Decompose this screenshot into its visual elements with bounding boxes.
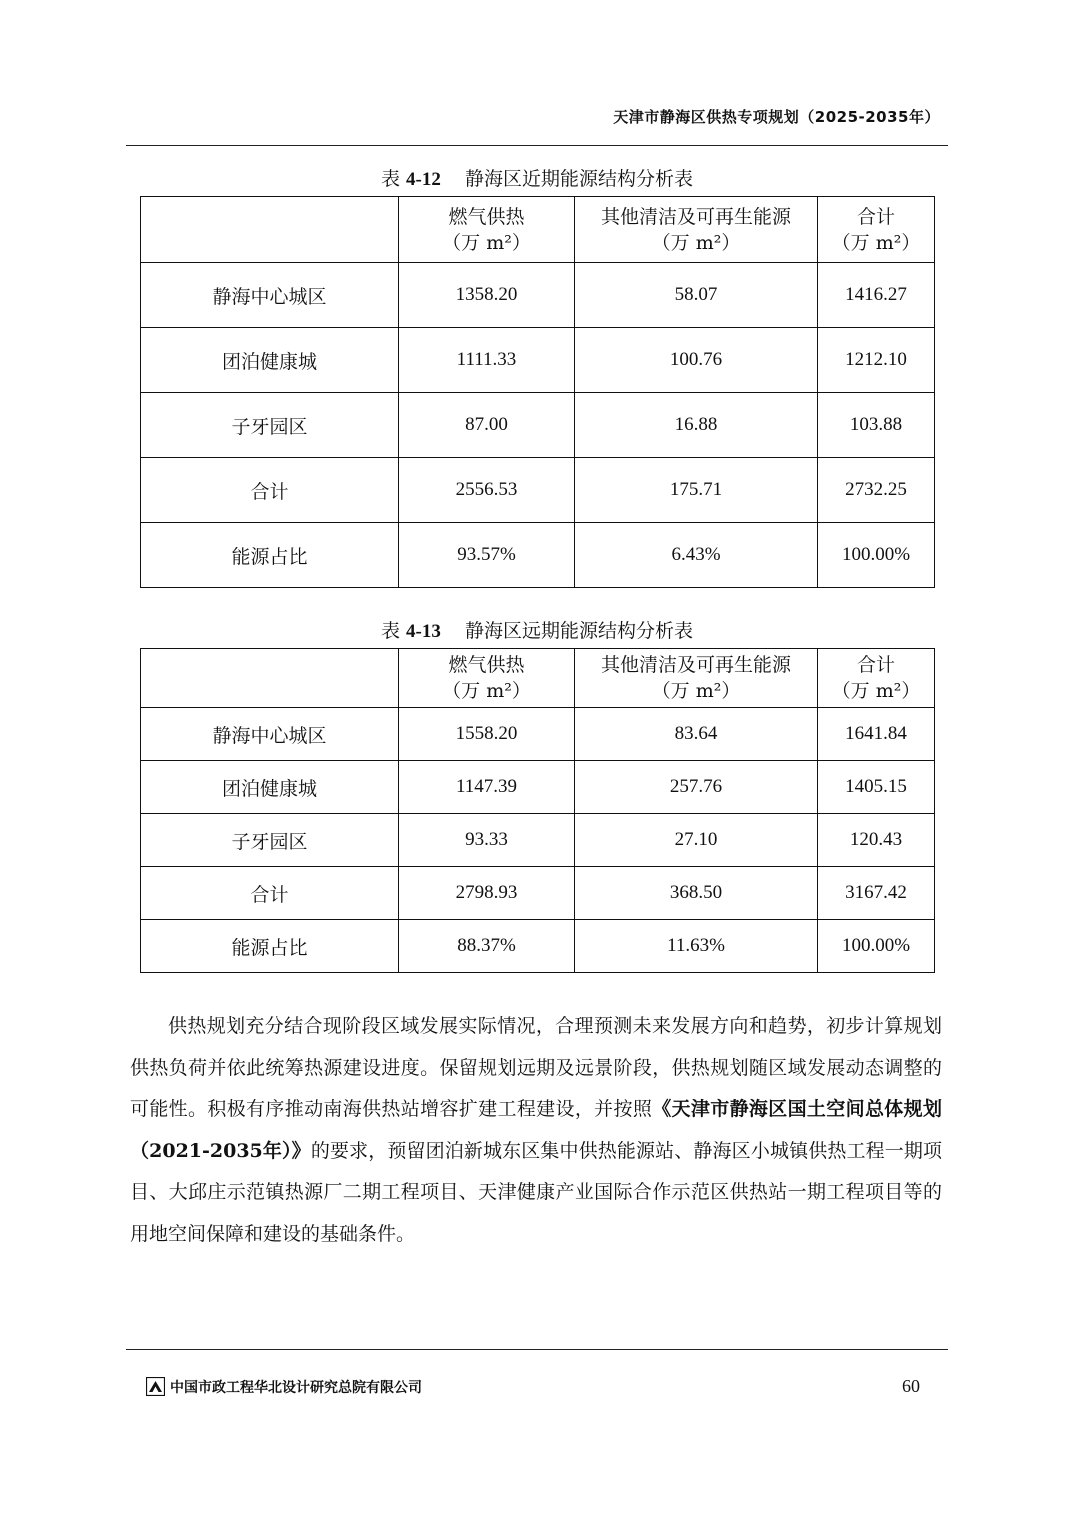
caption-number: 4-13 [406, 621, 441, 642]
column-unit: （万 m²） [442, 680, 531, 702]
table-cell: 1358.20 [399, 263, 575, 328]
table-cell: 1111.33 [399, 328, 575, 393]
long-term-energy-table [140, 648, 935, 973]
caption-number: 4-12 [406, 169, 441, 190]
table-cell: 3167.42 [818, 867, 935, 920]
row-label: 团泊健康城 [141, 761, 399, 814]
table-cell: 175.71 [575, 458, 818, 523]
table-row [141, 761, 935, 814]
table-row [141, 708, 935, 761]
caption-text: 静海区远期能源结构分析表 [465, 620, 694, 642]
table-row [141, 814, 935, 867]
caption-text: 静海区近期能源结构分析表 [465, 168, 694, 190]
header-empty-cell [141, 197, 399, 263]
column-unit: （万 m²） [831, 680, 921, 702]
table-row [141, 523, 935, 588]
row-label: 合计 [141, 867, 399, 920]
column-unit: （万 m²） [442, 231, 531, 254]
table-cell: 1416.27 [818, 263, 935, 328]
table-cell: 1641.84 [818, 708, 935, 761]
table-cell: 58.07 [575, 263, 818, 328]
table-caption [0, 616, 1074, 643]
table-header-row [141, 649, 935, 708]
table-row [141, 867, 935, 920]
body-paragraph [130, 1006, 942, 1255]
row-label: 合计 [141, 458, 399, 523]
column-name: 其他清洁及可再生能源 [600, 654, 791, 676]
column-name: 其他清洁及可再生能源 [600, 205, 791, 228]
row-label: 能源占比 [141, 523, 399, 588]
row-label: 团泊健康城 [141, 328, 399, 393]
table-cell: 257.76 [575, 761, 818, 814]
table-cell: 1212.10 [818, 328, 935, 393]
row-label: 能源占比 [141, 920, 399, 973]
column-name: 合计 [856, 205, 895, 228]
table-cell: 87.00 [399, 393, 575, 458]
table-cell: 100.00% [818, 920, 935, 973]
footer-company-name: 中国市政工程华北设计研究总院有限公司 [170, 1380, 422, 1396]
table-cell: 16.88 [575, 393, 818, 458]
paragraph-text: 供热规划充分结合现阶段区域发展实际情况，合理预测未来发展方向和趋势，初步计算规划供热负荷并依此统筹热源建设进度。保留规划远期及远景阶段，供热规划随区域发展动态调整的可能性。积极有序推动南海供热站增容扩建工程建设，并按照 [130, 1015, 942, 1120]
table-cell: 100.00% [818, 523, 935, 588]
row-label: 静海中心城区 [141, 708, 399, 761]
column-header [575, 649, 818, 708]
plan-reference: 《天津市静海区国土空间总体规划（2021-2035年）》 [130, 1098, 942, 1162]
table-cell: 2732.25 [818, 458, 935, 523]
row-label: 子牙园区 [141, 814, 399, 867]
row-label: 子牙园区 [141, 393, 399, 458]
table-caption [0, 164, 1074, 191]
footer-divider [126, 1349, 948, 1350]
table-cell: 83.64 [575, 708, 818, 761]
table-cell: 2556.53 [399, 458, 575, 523]
caption-prefix: 表 [380, 620, 400, 642]
table-cell: 6.43% [575, 523, 818, 588]
table-cell: 93.33 [399, 814, 575, 867]
column-name: 燃气供热 [448, 654, 525, 676]
table-cell: 1558.20 [399, 708, 575, 761]
table-row [141, 458, 935, 523]
table-header-row [141, 197, 935, 263]
column-unit: （万 m²） [651, 231, 741, 254]
table-cell: 368.50 [575, 867, 818, 920]
header-divider [126, 145, 948, 146]
paragraph-text: 的要求，预留团泊新城东区集中供热能源站、静海区小城镇供热工程一期项目、大邱庄示范镇热源厂二期工程项目、天津健康产业国际合作示范区供热站一期工程项目等的用地空间保障和建设的基础条件。 [130, 1139, 942, 1245]
table-cell: 93.57% [399, 523, 575, 588]
near-term-energy-table [140, 196, 935, 588]
header-title: 天津市静海区供热专项规划（2025-2035年） [613, 108, 940, 126]
caption-prefix: 表 [380, 168, 400, 190]
table-row [141, 263, 935, 328]
row-label: 静海中心城区 [141, 263, 399, 328]
table-cell: 120.43 [818, 814, 935, 867]
table-cell: 11.63% [575, 920, 818, 973]
column-header [399, 197, 575, 263]
column-unit: （万 m²） [831, 231, 921, 254]
table-row [141, 920, 935, 973]
table-cell: 2798.93 [399, 867, 575, 920]
company-logo-icon [146, 1377, 165, 1396]
column-header [575, 197, 818, 263]
table-cell: 100.76 [575, 328, 818, 393]
column-header [399, 649, 575, 708]
table-row [141, 328, 935, 393]
page-number: 60 [902, 1376, 920, 1396]
table-row [141, 393, 935, 458]
table-cell: 103.88 [818, 393, 935, 458]
column-name: 燃气供热 [448, 205, 525, 228]
column-header [818, 649, 935, 708]
header-empty-cell [141, 649, 399, 708]
table-cell: 1147.39 [399, 761, 575, 814]
column-header [818, 197, 935, 263]
table-cell: 88.37% [399, 920, 575, 973]
column-unit: （万 m²） [651, 680, 741, 702]
table-cell: 1405.15 [818, 761, 935, 814]
column-name: 合计 [856, 654, 895, 676]
table-cell: 27.10 [575, 814, 818, 867]
